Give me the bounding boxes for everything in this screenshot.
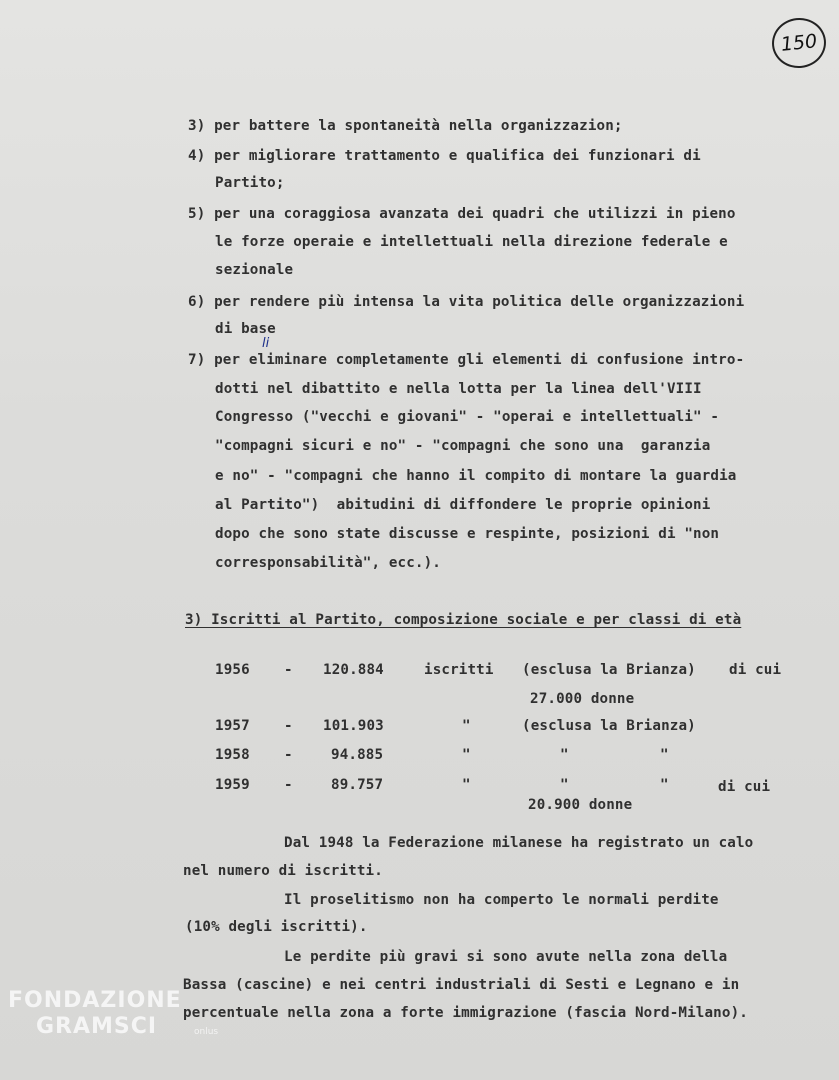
- watermark-line2: GRAMSCI: [36, 1014, 158, 1039]
- page-number: 150: [779, 30, 819, 56]
- row-label: ": [462, 777, 471, 793]
- list-item-7-line8: corresponsabilità", ecc.).: [215, 555, 441, 571]
- list-item-5-line1: 5) per una coraggiosa avanzata dei quadri che utilizzi in pieno: [188, 206, 736, 222]
- row-label: ": [462, 718, 471, 734]
- page-number-circle: [770, 15, 829, 70]
- row-count: 120.884: [323, 662, 384, 678]
- row-note2: ": [660, 747, 669, 763]
- row-tail: di cui: [718, 779, 771, 795]
- list-item-7-line5: e no" - "compagni che hanno il compito di montare la guardia: [215, 468, 737, 484]
- paragraph-2-line1: Il proselitismo non ha comperto le normali perdite: [284, 892, 719, 908]
- row-note: ": [560, 747, 569, 763]
- paragraph-3-line2: Bassa (cascine) e nei centri industriali di Sesti e Legnano e in: [183, 977, 740, 993]
- paragraph-1-line1: Dal 1948 la Federazione milanese ha registrato un calo: [284, 835, 754, 851]
- paragraph-3-line3: percentuale nella zona a forte immigrazione (fascia Nord-Milano).: [183, 1005, 748, 1021]
- row-label: iscritti: [424, 662, 494, 678]
- women-1956: 27.000 donne: [530, 691, 635, 707]
- row-note: ": [560, 777, 569, 793]
- paragraph-3-line1: Le perdite più gravi si sono avute nella zona della: [284, 949, 728, 965]
- row-year: 1956: [215, 662, 250, 678]
- row-year: 1959: [215, 777, 250, 793]
- list-item-7-line1: 7) per eliminare completamente gli elementi di confusione intro-: [188, 352, 745, 368]
- list-item-4-line1: 4) per migliorare trattamento e qualifica dei funzionari di: [188, 148, 701, 164]
- women-1959: 20.900 donne: [528, 797, 633, 813]
- watermark-line1: FONDAZIONE: [8, 988, 182, 1013]
- row-dash: -: [284, 718, 293, 734]
- list-item-5-line2: le forze operaie e intellettuali nella direzione federale e: [215, 234, 728, 250]
- row-note: (esclusa la Brianza): [522, 718, 696, 734]
- list-item-7-line7: dopo che sono state discusse e respinte, posizioni di "non: [215, 526, 720, 542]
- list-item-7-line3: Congresso ("vecchi e giovani" - "operai e intellettuali" -: [215, 409, 720, 425]
- row-dash: -: [284, 662, 293, 678]
- list-item-4-line2: Partito;: [215, 175, 285, 191]
- row-tail: di cui: [729, 662, 782, 678]
- list-item-7-line4: "compagni sicuri e no" - "compagni che sono una garanzia: [215, 438, 711, 454]
- row-year: 1958: [215, 747, 250, 763]
- row-note2: ": [660, 777, 669, 793]
- list-item-3: 3) per battere la spontaneità nella organizzazion;: [188, 118, 623, 134]
- list-item-6-line2: di base: [215, 321, 276, 337]
- list-item-7-line6: al Partito") abitudini di diffondere le proprie opinioni: [215, 497, 711, 513]
- handwritten-correction: li: [262, 336, 270, 351]
- watermark-line3: onlus: [194, 1027, 219, 1037]
- list-item-6-line1: 6) per rendere più intensa la vita politica delle organizzazioni: [188, 294, 745, 310]
- row-count: 101.903: [323, 718, 384, 734]
- row-dash: -: [284, 777, 293, 793]
- list-item-5-line3: sezionale: [215, 262, 294, 278]
- row-label: ": [462, 747, 471, 763]
- paragraph-2-line2: (10% degli iscritti).: [185, 919, 368, 935]
- row-count: 89.757: [331, 777, 384, 793]
- row-dash: -: [284, 747, 293, 763]
- row-note: (esclusa la Brianza): [522, 662, 696, 678]
- section-heading: 3) Iscritti al Partito, composizione sociale e per classi di età: [185, 612, 742, 628]
- list-item-7-line2: dotti nel dibattito e nella lotta per la linea dell'VIII: [215, 381, 702, 397]
- archive-watermark: [8, 988, 219, 1039]
- row-count: 94.885: [331, 747, 384, 763]
- row-year: 1957: [215, 718, 250, 734]
- paragraph-1-line2: nel numero di iscritti.: [183, 863, 383, 879]
